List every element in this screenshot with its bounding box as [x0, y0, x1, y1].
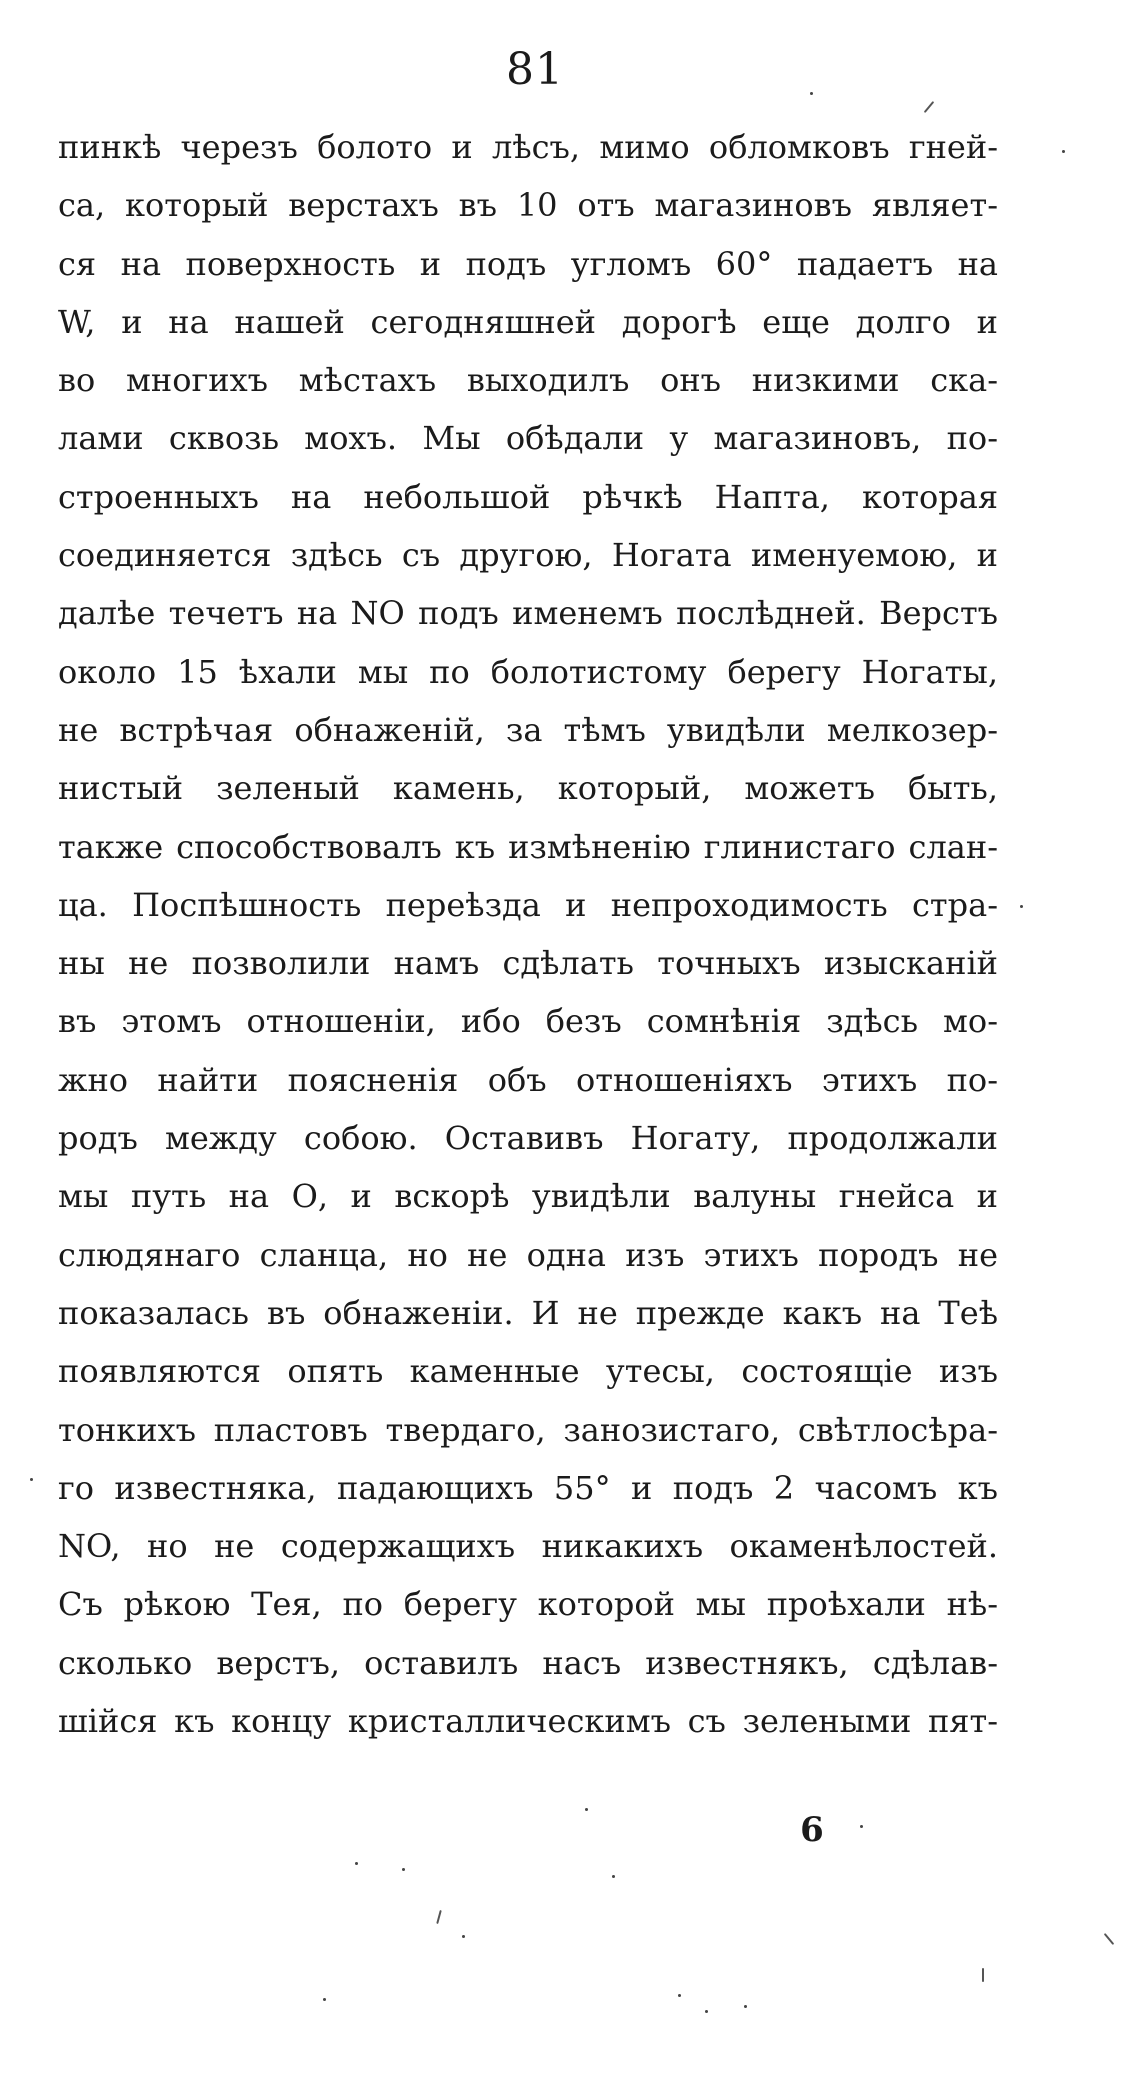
scan-speck [436, 1910, 442, 1924]
scan-speck [1062, 150, 1065, 153]
text-line: жно найти поясненія объ отношеніяхъ этихъ по- [58, 1060, 998, 1099]
text-line: ца. Поспѣшность переѣзда и непроходимость стра- [58, 885, 998, 924]
text-line: шійся къ концу кристаллическимъ съ зелеными пят- [58, 1702, 998, 1741]
text-line: слюдянаго сланца, но не одна изъ этихъ породъ не [58, 1235, 998, 1274]
text-line: также способствовалъ къ измѣненію глинистаго слан- [58, 827, 998, 866]
text-line: NO, но не содержащихъ никакихъ окаменѣлостей. [58, 1527, 998, 1566]
scan-speck [612, 1875, 615, 1878]
text-line: далѣе течетъ на NO подъ именемъ послѣдней. Верстъ [58, 594, 998, 633]
scan-speck [744, 2005, 747, 2008]
scan-speck [30, 1478, 33, 1481]
text-line: показалась въ обнаженіи. И не прежде какъ на Теѣ [58, 1293, 998, 1332]
text-line: въ этомъ отношеніи, ибо безъ сомнѣнія здѣсь мо- [58, 1002, 998, 1041]
text-line: ся на поверхность и подъ угломъ 60° падаетъ на [58, 244, 998, 283]
scan-speck [860, 1825, 863, 1828]
text-line: появляются опять каменные утесы, состоящіе изъ [58, 1352, 998, 1391]
text-line: нистый зеленый камень, который, можетъ быть, [58, 769, 998, 808]
text-line: около 15 ѣхали мы по болотистому берегу Ногаты, [58, 652, 998, 691]
scan-speck [678, 1994, 681, 1997]
scan-speck [402, 1868, 405, 1871]
text-line: пинкѣ черезъ болото и лѣсъ, мимо обломковъ гней- [58, 128, 998, 166]
scan-speck [355, 1862, 358, 1865]
text-line: W, и на нашей сегодняшней дорогѣ еще долго и [58, 302, 998, 341]
page-number: 81 [506, 44, 564, 95]
text-line: са, который верстахъ въ 10 отъ магазиновъ являет- [58, 186, 998, 225]
text-line: соединяется здѣсь съ другою, Ногата именуемою, и [58, 536, 998, 575]
scan-speck [1020, 905, 1023, 908]
scan-speck [462, 1935, 465, 1938]
text-line: мы путь на О, и вскорѣ увидѣли валуны гнейса и [58, 1177, 998, 1216]
scan-speck [1104, 1933, 1115, 1945]
scan-speck [982, 1968, 984, 1982]
scan-speck [585, 1808, 588, 1811]
body-text [58, 118, 998, 1750]
text-line: тонкихъ пластовъ твердаго, занозистаго, свѣтлосѣра- [58, 1410, 998, 1449]
scan-speck [810, 92, 813, 95]
signature-mark: 6 [800, 1810, 824, 1850]
scan-speck [323, 1998, 326, 2001]
text-line: сколько верстъ, оставилъ насъ известнякъ, сдѣлав- [58, 1643, 998, 1682]
text-line: Съ рѣкою Тея, по берегу которой мы проѣхали нѣ- [58, 1585, 998, 1624]
text-line: во многихъ мѣстахъ выходилъ онъ низкими ска- [58, 361, 998, 400]
scan-speck [705, 2010, 708, 2013]
text-line: ны не позволили намъ сдѣлать точныхъ изысканій [58, 944, 998, 983]
text-line: родъ между собою. Оставивъ Ногату, продолжали [58, 1119, 998, 1158]
text-line: го известняка, падающихъ 55° и подъ 2 часомъ къ [58, 1468, 998, 1507]
text-line: строенныхъ на небольшой рѣчкѣ Напта, которая [58, 477, 998, 516]
scan-speck [924, 101, 935, 113]
text-line: лами сквозь мохъ. Мы обѣдали у магазиновъ, по- [58, 419, 998, 458]
text-line: не встрѣчая обнаженій, за тѣмъ увидѣли мелкозер- [58, 710, 998, 749]
